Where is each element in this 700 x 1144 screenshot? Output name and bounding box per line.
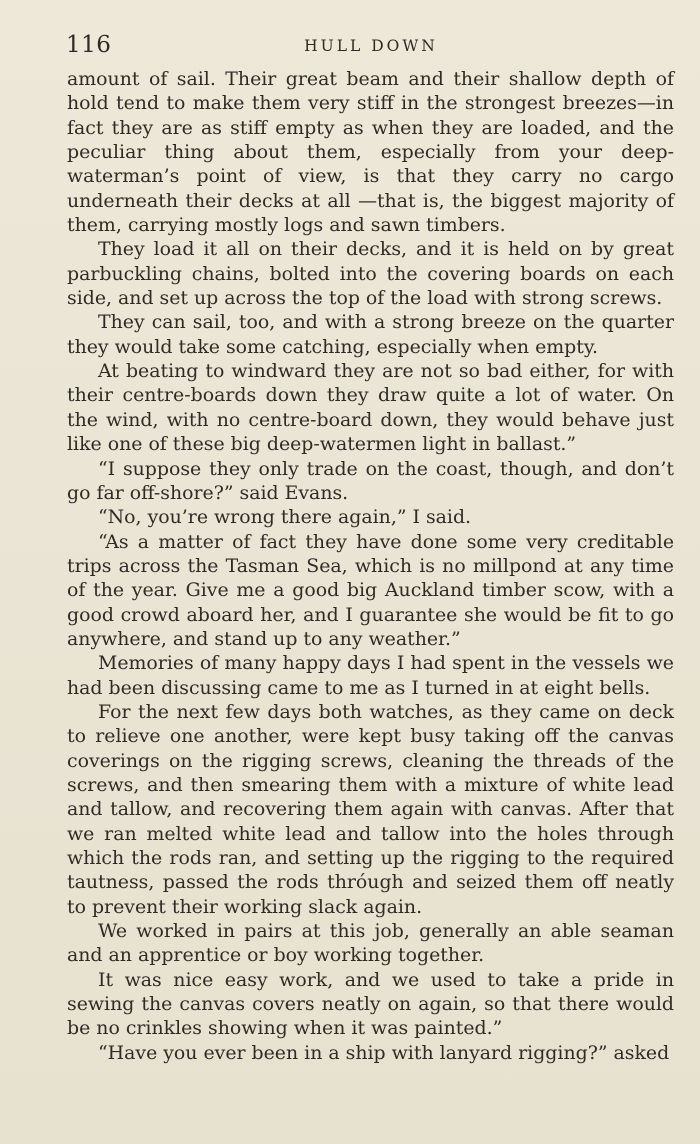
paragraph-continued: amount of sail. Their great beam and their shallow depth of hold tend to make them very stiff in the strongest breezes—in fact they are as stiff empty as when they are loaded, and the peculiar thing about them, especially from your deep-waterman’s point of view, is that they carry no cargo underneath their decks at all —that is, the biggest majority of them, carrying mostly logs and sawn timbers.	[67, 68, 674, 237]
paragraph: “No, you’re wrong there again,” I said.	[98, 506, 472, 529]
paragraph: “I suppose they only trade on the coast, though, and don’t go far off-shore?” said Evans.	[67, 457, 674, 504]
body-text	[67, 67, 674, 1065]
paragraph: “As a matter of fact they have done some very creditable trips across the Tasman Sea, which is no millpond at any time of the year. Give me a good big Auckland timber scow, with a good crowd aboard her, and I guarantee she would be fit to go anywhere, and stand up to any weather.”	[67, 530, 674, 650]
running-title: HULL DOWN	[304, 37, 438, 55]
paragraph: For the next few days both watches, as they came on deck to relieve one another, were kept busy taking off the canvas coverings on the rigging screws, cleaning the threads of the screws, and then smearing them with a mixture of white lead and tallow, and recovering them again with canvas. After that we ran melted white lead and tallow into the holes through which the rods ran, and setting up the rigging to the required tautness, passed the rods thróugh and seized them off neatly to prevent their working slack again.	[67, 700, 674, 918]
paragraph: At beating to windward they are not so bad either, for with their centre-boards down they draw quite a lot of water. On the wind, with no centre-board down, they would behave just like one of these big deep-watermen light in ballast.”	[67, 360, 674, 456]
paragraph: Memories of many happy days I had spent in the vessels we had been discussing came to me as I turned in at eight bells.	[67, 652, 674, 699]
paragraph: They load it all on their decks, and it is held on by great parbuckling chains, bolted into the covering boards on each side, and set up across the top of the load with strong screws.	[67, 238, 674, 310]
running-head	[66, 32, 676, 62]
paragraph: It was nice easy work, and we used to take a pride in sewing the canvas covers neatly on again, so that there would be no crinkles showing when it was painted.”	[67, 968, 674, 1040]
paragraph: “Have you ever been in a ship with lanyard rigging?” asked	[98, 1041, 670, 1064]
paragraph: They can sail, too, and with a strong breeze on the quarter they would take some catching, especially when empty.	[67, 311, 674, 358]
page-number: 116	[66, 32, 112, 58]
paragraph: We worked in pairs at this job, generally an able seaman and an apprentice or boy working together.	[67, 920, 674, 967]
